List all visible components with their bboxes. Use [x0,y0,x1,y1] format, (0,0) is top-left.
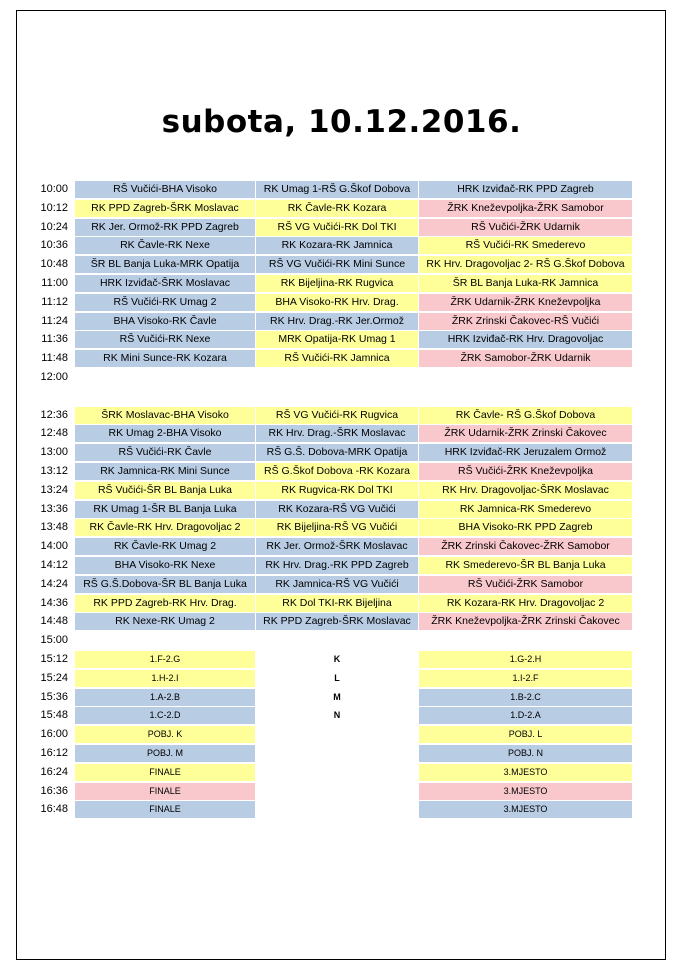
time-slot [20,388,68,405]
match-cell: 1.H-2.I [75,670,255,687]
match-cell: ŽRK Kneževpoljka-ŽRK Zrinski Čakovec [419,613,632,630]
match-cell: ŠR BL Banja Luka-RK Jamnica [419,275,632,292]
match-cell: FINALE [75,783,255,800]
time-slot: 10:24 [40,221,68,233]
time-slot: 11:12 [41,296,68,308]
match-cell: RŠ VG Vučići-RK Dol TKI [256,219,418,236]
match-cell: POBJ. L [419,726,632,743]
match-cell: POBJ. K [75,726,255,743]
match-cell: RK Čavle-RK Nexe [75,237,255,254]
match-cell: 3.MJESTO [419,764,632,781]
time-slot: 15:48 [40,709,68,721]
match-cell: ŽRK Samobor-ŽRK Udarnik [419,350,632,367]
time-slot: 11:00 [41,277,68,289]
time-slot: 16:24 [40,766,68,778]
time-slot: 15:24 [40,672,68,684]
match-cell: RK Nexe-RK Umag 2 [75,613,255,630]
match-cell: RŠ Vučići-BHA Visoko [75,181,255,198]
match-cell: RK Jamnica-RK Smederevo [419,501,632,518]
time-slot: 10:00 [40,183,68,195]
match-cell: ŽRK Kneževpoljka-ŽRK Samobor [419,200,632,217]
match-cell: POBJ. M [75,745,255,762]
match-cell: RŠ G.Š.Dobova-ŠR BL Banja Luka [75,576,255,593]
match-cell: RK Hrv. Drag.-ŠRK Moslavac [256,425,418,442]
time-slot: 11:48 [41,352,68,364]
match-cell: RK Kozara-RŠ VG Vučići [256,501,418,518]
bracket-letter: K [333,654,341,664]
page-title: subota, 10.12.2016. [161,104,522,140]
match-cell: 1.F-2.G [75,651,255,668]
time-slot: 12:00 [40,371,68,383]
time-slot: 14:24 [40,578,68,590]
match-cell: 1.D-2.A [419,707,632,724]
time-slot: 10:12 [40,202,68,214]
match-cell: RŠ Vučići-RK Smederevo [419,237,632,254]
match-cell: BHA Visoko-RK Nexe [75,557,255,574]
time-slot: 15:00 [40,634,68,646]
match-cell: ŽRK Zrinski Čakovec-ŽRK Samobor [419,538,632,555]
match-cell: RK Hrv. Dragovoljac 2- RŠ G.Škof Dobova [419,256,632,273]
match-cell: RŠ Vučići-ŽRK Udarnik [419,219,632,236]
match-cell: RK Čavle-RK Umag 2 [75,538,255,555]
time-slot: 13:24 [40,484,68,496]
bracket-letter: M [333,692,341,702]
match-cell: ŠRK Moslavac-BHA Visoko [75,407,255,424]
match-cell: 1.G-2.H [419,651,632,668]
time-slot: 10:36 [40,239,68,251]
match-cell: ŽRK Zrinski Čakovec-RŠ Vučići [419,313,632,330]
time-slot: 15:12 [40,653,68,665]
match-cell: RK Čavle- RŠ G.Škof Dobova [419,407,632,424]
time-slot: 16:36 [40,785,68,797]
time-slot: 14:00 [40,540,68,552]
match-cell: BHA Visoko-RK Čavle [75,313,255,330]
time-slot: 16:00 [40,728,68,740]
match-cell: MRK Opatija-RK Umag 1 [256,331,418,348]
match-cell: RŠ G.Š. Dobova-MRK Opatija [256,444,418,461]
match-cell: ŠR BL Banja Luka-MRK Opatija [75,256,255,273]
match-cell: FINALE [75,764,255,781]
time-slot: 10:48 [40,258,68,270]
match-cell: RŠ Vučići-ŽRK Kneževpoljka [419,463,632,480]
match-cell: RK Hrv. Drag.-RK Jer.Ormož [256,313,418,330]
match-cell: RŠ VG Vučići-RK Rugvica [256,407,418,424]
match-cell: RK Jer. Ormož-RK PPD Zagreb [75,219,255,236]
match-cell: RK Bijeljina-RK Rugvica [256,275,418,292]
match-cell: RK Čavle-RK Hrv. Dragovoljac 2 [75,519,255,536]
time-slot: 15:36 [40,691,68,703]
match-cell: 3.MJESTO [419,801,632,818]
match-cell: RŠ Vučići-RK Čavle [75,444,255,461]
match-cell: RŠ Vučići-RK Nexe [75,331,255,348]
match-cell: 3.MJESTO [419,783,632,800]
match-cell: RŠ Vučići-ŠR BL Banja Luka [75,482,255,499]
match-cell: HRK Izviđač-RK Hrv. Dragovoljac [419,331,632,348]
time-slot: 11:24 [41,315,68,327]
time-slot: 12:48 [40,427,68,439]
match-cell: HRK Izviđač-ŠRK Moslavac [75,275,255,292]
match-cell: RŠ VG Vučići-RK Mini Sunce [256,256,418,273]
match-cell: RK Jamnica-RK Mini Sunce [75,463,255,480]
match-cell: RŠ Vučići-ŽRK Samobor [419,576,632,593]
match-cell: RK Kozara-RK Hrv. Dragovoljac 2 [419,595,632,612]
bracket-letter: L [334,673,340,683]
time-slot: 13:12 [40,465,68,477]
match-cell: RK Kozara-RK Jamnica [256,237,418,254]
time-slot: 11:36 [41,333,68,345]
match-cell: RK Umag 1-RŠ G.Škof Dobova [256,181,418,198]
match-cell: BHA Visoko-RK PPD Zagreb [419,519,632,536]
time-slot: 13:36 [40,503,68,515]
match-cell: RK Rugvica-RK Dol TKI [256,482,418,499]
match-cell: RK PPD Zagreb-ŠRK Moslavac [256,613,418,630]
match-cell: 1.C-2.D [75,707,255,724]
match-cell: 1.B-2.C [419,689,632,706]
match-cell: RK Umag 2-BHA Visoko [75,425,255,442]
bracket-letter: N [333,710,341,720]
match-cell: RŠ G.Škof Dobova -RK Kozara [256,463,418,480]
match-cell: RK Hrv. Dragovoljac-ŠRK Moslavac [419,482,632,499]
match-cell: RK Umag 1-ŠR BL Banja Luka [75,501,255,518]
match-cell: HRK Izviđač-RK Jeruzalem Ormož [419,444,632,461]
match-cell: RŠ Vučići-RK Umag 2 [75,294,255,311]
time-slot: 14:12 [40,559,68,571]
time-slot: 13:48 [40,521,68,533]
match-cell: RK Smederevo-ŠR BL Banja Luka [419,557,632,574]
match-cell: ŽRK Udarnik-ŽRK Zrinski Čakovec [419,425,632,442]
match-cell: RK Dol TKI-RK Bijeljina [256,595,418,612]
match-cell: RK Čavle-RK Kozara [256,200,418,217]
match-cell: RK Jamnica-RŠ VG Vučići [256,576,418,593]
match-cell: RK Hrv. Drag.-RK PPD Zagreb [256,557,418,574]
time-slot: 14:48 [40,615,68,627]
match-cell: ŽRK Udarnik-ŽRK Kneževpoljka [419,294,632,311]
time-slot: 16:12 [40,747,68,759]
match-cell: BHA Visoko-RK Hrv. Drag. [256,294,418,311]
time-slot: 14:36 [40,597,68,609]
match-cell: POBJ. N [419,745,632,762]
match-cell: RŠ Vučići-RK Jamnica [256,350,418,367]
match-cell: RK Jer. Ormož-ŠRK Moslavac [256,538,418,555]
match-cell: 1.A-2.B [75,689,255,706]
match-cell: RK PPD Zagreb-ŠRK Moslavac [75,200,255,217]
time-slot: 16:48 [40,803,68,815]
match-cell: 1.I-2.F [419,670,632,687]
time-slot: 12:36 [40,409,68,421]
match-cell: RK Bijeljina-RŠ VG Vučići [256,519,418,536]
match-cell: RK PPD Zagreb-RK Hrv. Drag. [75,595,255,612]
match-cell: FINALE [75,801,255,818]
time-slot: 13:00 [40,446,68,458]
match-cell: HRK Izviđač-RK PPD Zagreb [419,181,632,198]
match-cell: RK Mini Sunce-RK Kozara [75,350,255,367]
